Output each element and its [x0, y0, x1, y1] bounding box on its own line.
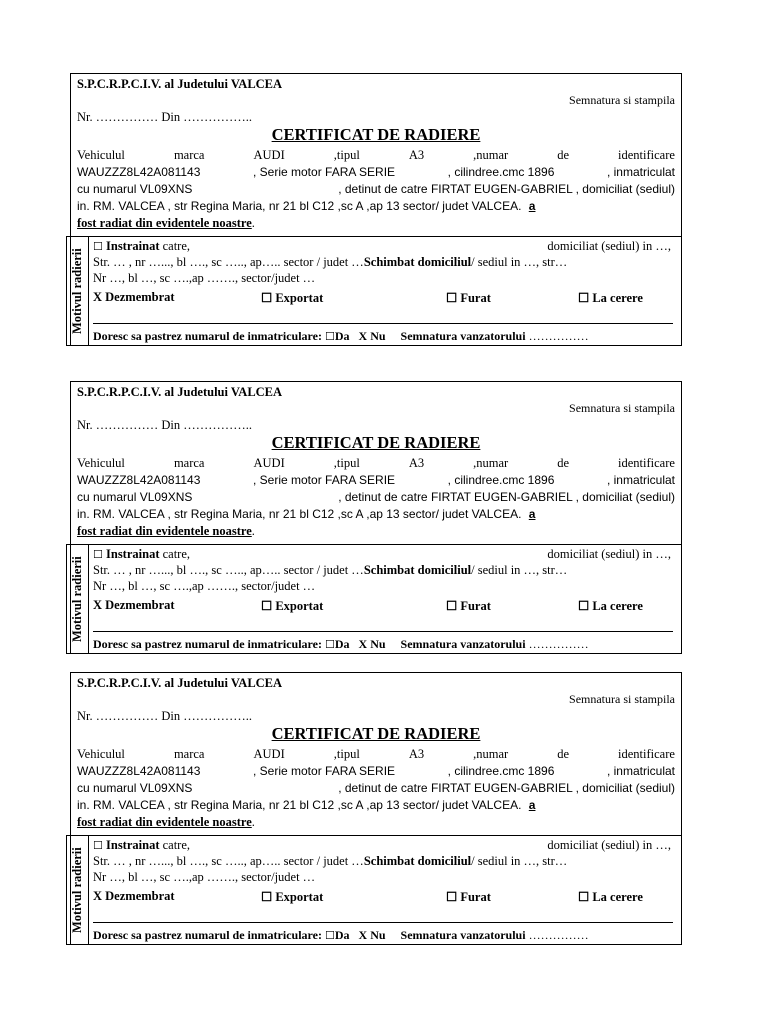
plate-number: cu numarul VL09XNS [77, 182, 193, 196]
word: ,tipul [333, 456, 360, 470]
word: identificare [618, 148, 675, 162]
divider [88, 545, 89, 653]
owner-address: in. RM. VALCEA , str Regina Maria, nr 21 bl C12 ,sc A ,ap 13 sector/ judet VALCEA. [77, 507, 522, 521]
seller-signature-label: Semnatura vanzatorului [400, 329, 526, 343]
option-dismantled[interactable]: X Dezmembrat [93, 290, 175, 304]
vin: WAUZZZ8L42A081143 [77, 764, 201, 778]
street-line: Str. … , nr …..., bl …., sc ….., ap….. sector / judet … [93, 563, 364, 577]
deregistration-reason-section [66, 544, 682, 654]
word: de [557, 148, 569, 162]
checkbox-icon[interactable]: ☐ [324, 330, 335, 343]
word: ,numar [473, 148, 509, 162]
plate-number: cu numarul VL09XNS [77, 781, 193, 795]
keep-number-row [93, 329, 589, 344]
vehicle-line-5 [77, 523, 675, 539]
yes-label: Da [334, 637, 350, 651]
engine-capacity: , cilindree.cmc 1896 [447, 473, 555, 487]
address-details: Nr …, bl …, sc ….,ap ……., sector/judet … [93, 271, 316, 285]
option-on-request[interactable]: ☐ La cerere [578, 890, 643, 904]
checked-mark-icon[interactable]: X [358, 637, 368, 651]
certificate-header [71, 673, 681, 835]
separator-line [93, 323, 673, 324]
reason-sold [93, 547, 190, 562]
checkbox-icon[interactable]: ☐ [324, 638, 335, 651]
vin: WAUZZZ8L42A081143 [77, 473, 201, 487]
word: ,numar [473, 747, 509, 761]
divider [88, 237, 89, 345]
reason-side-label: Motivul radierii [70, 847, 84, 933]
sold-rest: catre, [159, 239, 191, 253]
deregistration-certificate [70, 73, 682, 346]
keep-number-label: Doresc sa pastrez numarul de inmatriculare: [93, 928, 322, 942]
engine-series: , Serie motor FARA SERIE [253, 764, 396, 778]
word: AUDI [253, 148, 285, 162]
number-date-line: Nr. …………… Din …………….. [77, 709, 252, 723]
street-line-rest: / sediul in …, str… [471, 854, 568, 868]
reason-address-change [93, 854, 567, 869]
vehicle-line-2 [77, 164, 675, 180]
option-stolen[interactable]: ☐ Furat [446, 599, 491, 613]
reason-sold [93, 239, 190, 254]
yes-label: Da [334, 928, 350, 942]
sold-label: Instrainat [106, 547, 160, 561]
vin: WAUZZZ8L42A081143 [77, 165, 201, 179]
vehicle-line-2 [77, 763, 675, 779]
word: marca [173, 148, 205, 162]
engine-capacity: , cilindree.cmc 1896 [447, 764, 555, 778]
word: identificare [618, 456, 675, 470]
sold-label: Instrainat [106, 239, 160, 253]
word: marca [173, 747, 205, 761]
reason-side-label: Motivul radierii [70, 556, 84, 642]
reason-address-change [93, 563, 567, 578]
engine-capacity: , cilindree.cmc 1896 [447, 165, 555, 179]
word: de [557, 747, 569, 761]
option-on-request[interactable]: ☐ La cerere [578, 599, 643, 613]
deregistration-certificate [70, 672, 682, 945]
certificate-header [71, 74, 681, 236]
address-change-label: Schimbat domiciliul [363, 854, 472, 868]
option-dismantled[interactable]: X Dezmembrat [93, 889, 175, 903]
word: A3 [408, 747, 425, 761]
keep-number-row [93, 928, 589, 943]
address-details: Nr …, bl …, sc ….,ap ……., sector/judet … [93, 579, 316, 593]
no-label: Nu [370, 928, 386, 942]
no-label: Nu [370, 329, 386, 343]
certificate-header [71, 382, 681, 544]
domicile-label: domiciliat (sediul) in …, [547, 239, 671, 253]
word: ,tipul [333, 148, 360, 162]
vehicle-line-3 [77, 489, 675, 505]
number-date-line: Nr. …………… Din …………….. [77, 110, 252, 124]
statement: fost radiat din evidentele noastre [77, 815, 252, 829]
deregistration-reason-section [66, 835, 682, 945]
no-label: Nu [370, 637, 386, 651]
reason-side-label: Motivul radierii [70, 248, 84, 334]
vehicle-line-5 [77, 814, 675, 830]
option-stolen[interactable]: ☐ Furat [446, 291, 491, 305]
checkbox-icon[interactable]: ☐ [93, 839, 103, 852]
word: ,tipul [333, 747, 360, 761]
plate-number: cu numarul VL09XNS [77, 490, 193, 504]
sold-label: Instrainat [106, 838, 160, 852]
owner: , detinut de catre FIRTAT EUGEN-GABRIEL , domiciliat (sediul) [338, 781, 675, 795]
word: , inmatriculat [606, 165, 675, 179]
checked-mark-icon[interactable]: X [358, 928, 368, 942]
word: AUDI [253, 456, 285, 470]
street-line-rest: / sediul in …, str… [471, 255, 568, 269]
vehicle-line-1 [77, 746, 675, 762]
keep-number-label: Doresc sa pastrez numarul de inmatriculare: [93, 637, 322, 651]
signature-stamp-label: Semnatura si stampila [569, 692, 675, 706]
checkbox-icon[interactable]: ☐ [324, 929, 335, 942]
address-change-label: Schimbat domiciliul [363, 563, 472, 577]
certificate-title: CERTIFICAT DE RADIERE [271, 433, 481, 452]
street-line: Str. … , nr …..., bl …., sc ….., ap….. sector / judet … [93, 255, 364, 269]
signature-stamp-label: Semnatura si stampila [569, 93, 675, 107]
certificate-title: CERTIFICAT DE RADIERE [271, 125, 481, 144]
statement-start: a [528, 199, 536, 213]
word: de [557, 456, 569, 470]
engine-series: , Serie motor FARA SERIE [253, 165, 396, 179]
sold-rest: catre, [159, 838, 191, 852]
option-exported[interactable]: ☐ Exportat [261, 890, 324, 904]
domicile-label: domiciliat (sediul) in …, [547, 838, 671, 852]
checked-mark-icon[interactable]: X [358, 329, 368, 343]
reason-sold [93, 838, 190, 853]
issuer-name: S.P.C.R.P.C.I.V. al Judetului VALCEA [77, 77, 283, 91]
word: A3 [408, 148, 425, 162]
sold-rest: catre, [159, 547, 191, 561]
keep-number-label: Doresc sa pastrez numarul de inmatriculare: [93, 329, 322, 343]
statement-start: a [528, 798, 536, 812]
word: A3 [408, 456, 425, 470]
vehicle-line-1 [77, 455, 675, 471]
option-stolen[interactable]: ☐ Furat [446, 890, 491, 904]
word: , inmatriculat [606, 473, 675, 487]
separator-line [93, 922, 673, 923]
option-exported[interactable]: ☐ Exportat [261, 599, 324, 613]
issuer-name: S.P.C.R.P.C.I.V. al Judetului VALCEA [77, 385, 283, 399]
vehicle-line-2 [77, 472, 675, 488]
statement-start: a [528, 507, 536, 521]
owner-address: in. RM. VALCEA , str Regina Maria, nr 21 bl C12 ,sc A ,ap 13 sector/ judet VALCEA. [77, 199, 522, 213]
certificate-title: CERTIFICAT DE RADIERE [271, 724, 481, 743]
signature-dots: …………… [525, 637, 589, 651]
word: AUDI [253, 747, 285, 761]
word: Vehiculul [77, 456, 125, 470]
separator-line [93, 631, 673, 632]
issuer-name: S.P.C.R.P.C.I.V. al Judetului VALCEA [77, 676, 283, 690]
address-change-label: Schimbat domiciliul [363, 255, 472, 269]
address-details: Nr …, bl …, sc ….,ap ……., sector/judet … [93, 870, 316, 884]
option-dismantled[interactable]: X Dezmembrat [93, 598, 175, 612]
vehicle-line-1 [77, 147, 675, 163]
word: ,numar [473, 456, 509, 470]
signature-stamp-label: Semnatura si stampila [569, 401, 675, 415]
deregistration-certificate [70, 381, 682, 654]
word: identificare [618, 747, 675, 761]
statement: fost radiat din evidentele noastre [77, 524, 252, 538]
yes-label: Da [334, 329, 350, 343]
seller-signature-label: Semnatura vanzatorului [400, 637, 526, 651]
period: . [251, 524, 255, 538]
keep-number-row [93, 637, 589, 652]
reason-address-change [93, 255, 567, 270]
period: . [251, 216, 255, 230]
street-line-rest: / sediul in …, str… [471, 563, 568, 577]
divider [88, 836, 89, 944]
street-line: Str. … , nr …..., bl …., sc ….., ap….. sector / judet … [93, 854, 364, 868]
domicile-label: domiciliat (sediul) in …, [547, 547, 671, 561]
seller-signature-label: Semnatura vanzatorului [400, 928, 526, 942]
statement: fost radiat din evidentele noastre [77, 216, 252, 230]
vehicle-line-5 [77, 215, 675, 231]
checkbox-icon[interactable]: ☐ [93, 548, 103, 561]
vehicle-line-3 [77, 181, 675, 197]
owner: , detinut de catre FIRTAT EUGEN-GABRIEL , domiciliat (sediul) [338, 182, 675, 196]
number-date-line: Nr. …………… Din …………….. [77, 418, 252, 432]
owner: , detinut de catre FIRTAT EUGEN-GABRIEL , domiciliat (sediul) [338, 490, 675, 504]
deregistration-reason-section [66, 236, 682, 346]
option-on-request[interactable]: ☐ La cerere [578, 291, 643, 305]
word: Vehiculul [77, 747, 125, 761]
period: . [251, 815, 255, 829]
engine-series: , Serie motor FARA SERIE [253, 473, 396, 487]
word: , inmatriculat [606, 764, 675, 778]
signature-dots: …………… [525, 928, 589, 942]
word: Vehiculul [77, 148, 125, 162]
signature-dots: …………… [525, 329, 589, 343]
checkbox-icon[interactable]: ☐ [93, 240, 103, 253]
option-exported[interactable]: ☐ Exportat [261, 291, 324, 305]
vehicle-line-4 [77, 506, 675, 522]
word: marca [173, 456, 205, 470]
owner-address: in. RM. VALCEA , str Regina Maria, nr 21 bl C12 ,sc A ,ap 13 sector/ judet VALCEA. [77, 798, 522, 812]
vehicle-line-4 [77, 797, 675, 813]
vehicle-line-3 [77, 780, 675, 796]
vehicle-line-4 [77, 198, 675, 214]
